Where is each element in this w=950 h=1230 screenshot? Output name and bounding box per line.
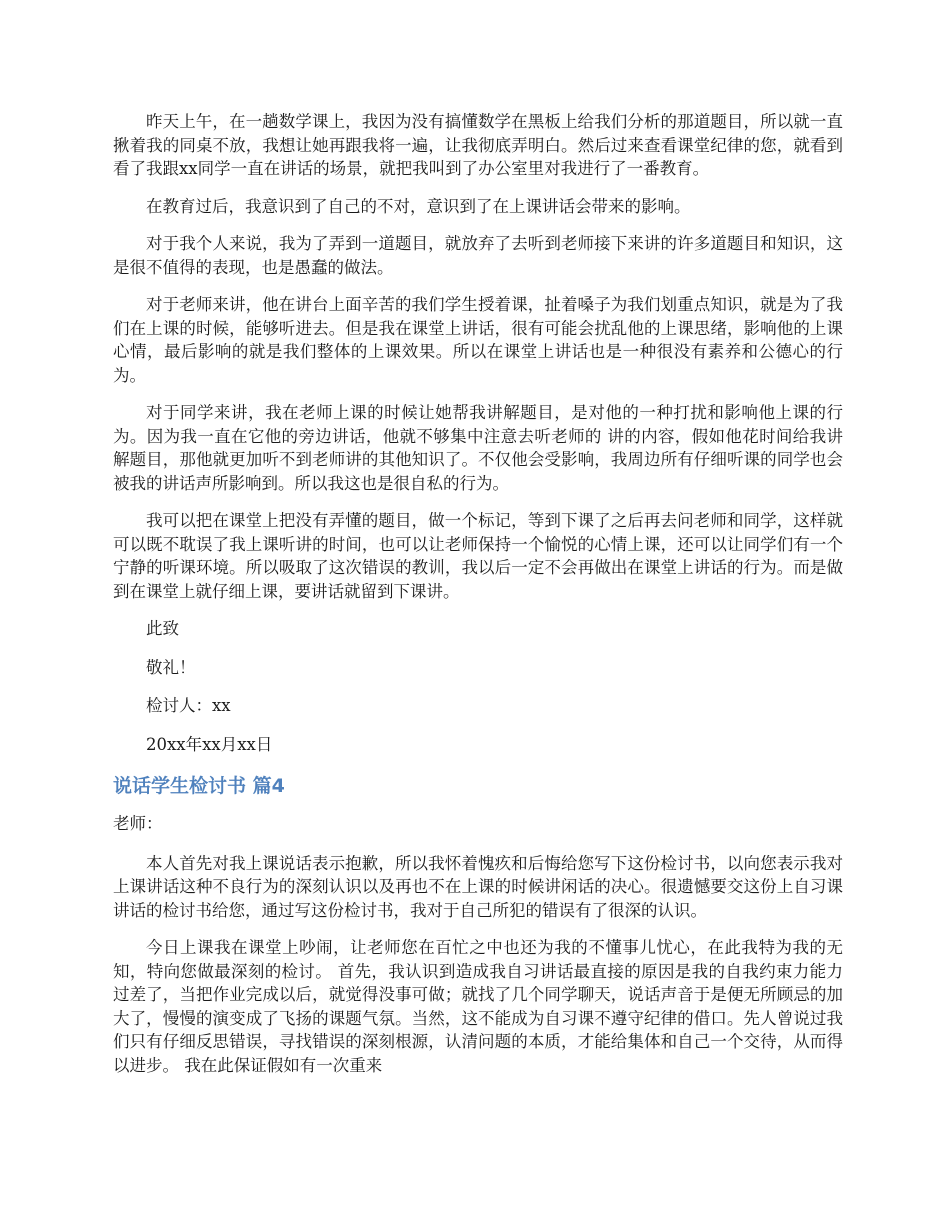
closing-text: 此致 — [146, 619, 179, 638]
salute-text: 敬礼！ — [146, 657, 196, 677]
paragraph: 对于老师来讲，他在讲台上面辛苦的我们学生授着课，扯着嗓子为我们划重点知识，就是为了我们在上课的时候，能够听进去。但是我在课堂上讲话，很有可能会扰乱他的上课思绪，影响他的上课心情，最后影响的就是我们整体的上课效果。所以在课堂上讲话也是一种很没有素养和公德心的行为。 — [113, 295, 843, 385]
paragraph: 我可以把在课堂上把没有弄懂的题目，做一个标记，等到下课了之后再去问老师和同学，这样就可以既不耽误了我上课听讲的时间，也可以让老师保持一个愉悦的心情上课，还可以让同学们有一个宁静的听课环境。所以吸取了这次错误的教训，我以后一定不会再做出在课堂上讲话的行为。而是做到在课堂上就仔细上课，要讲话就留到下课讲。 — [113, 511, 843, 601]
document-body — [113, 110, 843, 1091]
greeting-text: 老师： — [113, 814, 163, 833]
paragraph: 本人首先对我上课说话表示抱歉，所以我怀着愧疚和后悔给您写下这份检讨书，以向您表示我对上课讲话这种不良行为的深刻认识以及再也不在上课的时候讲闲话的决心。很遗憾要交这份上自习课讲话的检讨书给您，通过写这份检讨书，我对于自己所犯的错误有了很深的认识。 — [113, 853, 843, 920]
paragraph: 对于同学来讲，我在老师上课的时候让她帮我讲解题目，是对他的一种打扰和影响他上课的行为。因为我一直在它他的旁边讲话，他就不够集中注意去听老师的 讲的内容，假如他花时间给我讲解题目，那他就更加听不到老师讲的其他知识了。不仅他会受影响，我周边所有仔细听课的同学也会被我的讲话声所影响到。所以我这也是很自私的行为。 — [113, 403, 843, 493]
signature-text: 检讨人：xx — [146, 696, 231, 715]
paragraph: 昨天上午，在一趟数学课上，我因为没有搞懂数学在黑板上给我们分析的那道题目，所以就一直揪着我的同桌不放，我想让她再跟我将一遍，让我彻底弄明白。然后过来查看课堂纪律的您，就看到看了我跟xx同学一直在讲话的场景，就把我叫到了办公室里对我进行了一番教育。 — [113, 112, 843, 178]
date-text: 20xx年xx月xx日 — [146, 734, 273, 754]
paragraph: 在教育过后，我意识到了自己的不对，意识到了在上课讲话会带来的影响。 — [146, 196, 691, 216]
paragraph: 今日上课我在课堂上吵闹，让老师您在百忙之中也还为我的不懂事儿忧心，在此我特为我的无知，特向您做最深刻的检讨。 首先，我认识到造成我自习讲话最直接的原因是我的自我约束力能力过差了，当把作业完成以后，就觉得没事可做；就找了几个同学聊天，说话声音于是便无所顾忌的加大了，慢慢的演变成了飞扬的课题气氛。当然，这不能成为自习课不遵守纪律的借口。先人曾说过我们只有仔细反思错误，寻找错误的深刻根源，认清问题的本质，才能给集体和自己一个交待，从而得以进步。 我在此保证假如有一次重来 — [113, 938, 843, 1075]
paragraph: 对于我个人来说，我为了弄到一道题目，就放弃了去听到老师接下来讲的许多道题目和知识，这是很不值得的表现，也是愚蠢的做法。 — [113, 234, 843, 277]
section-heading: 说话学生检讨书 篇4 — [113, 775, 285, 797]
